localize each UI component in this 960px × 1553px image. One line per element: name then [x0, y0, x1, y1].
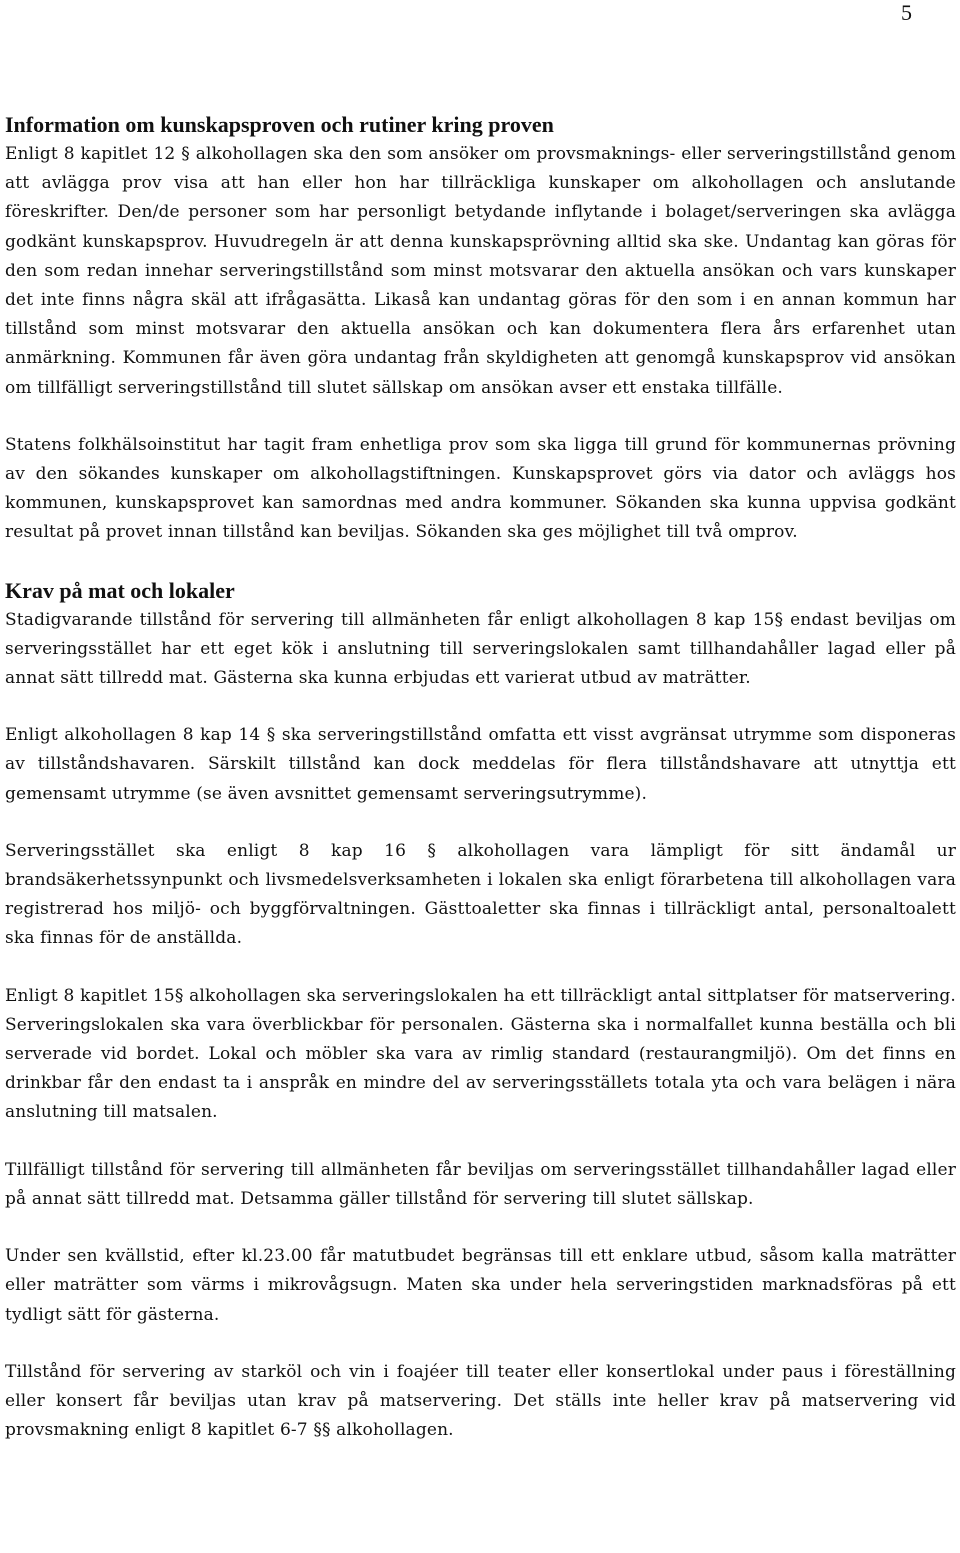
- paragraph: Statens folkhälsoinstitut har tagit fram enhetliga prov som ska ligga till grund för kommunernas prövning av den sökandes kunskaper om alkohollagstiftningen. Kunskapsprovet görs via dator och avläggs hos kommunen, kunskapsprovet kan samordnas med andra kommuner. Sökanden ska kunna uppvisa godkänt resultat på provet innan tillstånd kan beviljas. Sökanden ska ges möjlighet till två omprov.: [5, 434, 956, 543]
- page-number: 5: [901, 0, 912, 25]
- paragraph: Enligt 8 kapitlet 12 § alkohollagen ska den som ansöker om provsmaknings- eller serveringstillstånd genom att avlägga prov visa att han eller hon har tillräckliga kunskaper om alkohollagen och anslutande föreskrifter. Den/de personer som har personligt betydande inflytande i bolaget/serveringen ska avlägga godkänt kunskapsprov. Huvudregeln är att denna kunskapsprövning alltid ska ske. Undantag kan göras för den som redan innehar serveringstillstånd som minst motsvarar den aktuella ansökan och vars kunskaper det inte finns några skäl att ifrågasätta. Likaså kan undantag göras för den som i en annan kommun har tillstånd som minst motsvarar den aktuella ansökan och kan dokumentera flera års erfarenhet utan anmärkning. Kommunen får även göra undantag från skyldigheten att genomgå kunskapsprov vid ansökan om tillfälligt serveringstillstånd till slutet sällskap om ansökan avser ett enstaka tillfälle.: [5, 144, 956, 398]
- paragraph: Enligt alkohollagen 8 kap 14 § ska serveringstillstånd omfatta ett visst avgränsat utrymme som disponeras av tillståndshavaren. Särskilt tillstånd kan dock meddelas för flera tillståndshavare att utnyttja ett gemensamt utrymme (se även avsnittet gemensamt serveringsutrymme).: [5, 725, 956, 804]
- paragraph: Stadigvarande tillstånd för servering till allmänheten får enligt alkohollagen 8 kap 15§ endast beviljas om serveringsstället har ett eget kök i anslutning till serveringslokalen samt tillhandahåller lagad eller på annat sätt tillredd mat. Gästerna ska kunna erbjudas ett varierat utbud av maträtter.: [5, 609, 956, 689]
- paragraph: Under sen kvällstid, efter kl.23.00 får matutbudet begränsas till ett enklare utbud, såsom kalla maträtter eller maträtter som värms i mikrovågsugn. Maten ska under hela serveringstiden marknadsföras på ett tydligt sätt för gästerna.: [5, 1246, 956, 1325]
- paragraph: Enligt 8 kapitlet 15§ alkohollagen ska serveringslokalen ha ett tillräckligt antal sittplatser för matservering. Serveringslokalen ska vara överblickbar för personalen. Gästerna ska i normalfallet kunna beställa och bli serverade vid bordet. Lokal och möbler ska vara av rimlig standard (restaurangmiljö). Om det finns en drinkbar får den endast ta i anspråk en mindre del av serveringsställets totala yta och vara belägen i nära anslutning till matsalen.: [5, 985, 956, 1123]
- paragraph: Serveringsstället ska enligt 8 kap 16 § alkohollagen vara lämpligt för sitt ändamål ur brandsäkerhetssynpunkt och livsmedelsverksamheten i lokalen ska enligt förarbetena till alkohollagen vara registrerad hos miljö- och byggförvaltningen. Gästtoaletter ska finnas i tillräckligt antal, personaltoalett ska finnas för de anställda.: [5, 840, 956, 949]
- section-heading-kunskapsprov: Information om kunskapsproven och rutiner kring proven: [5, 112, 554, 137]
- paragraph: Tillfälligt tillstånd för servering till allmänheten får beviljas om serveringsstället tillhandahåller lagad eller på annat sätt tillredd mat. Detsamma gäller tillstånd för servering till slutet sällskap.: [5, 1159, 956, 1209]
- document-body: [5, 110, 956, 1473]
- paragraph: Tillstånd för servering av starköl och vin i foajéer till teater eller konsertlokal under paus i föreställning eller konsert får beviljas utan krav på matservering. Det ställs inte heller krav på matservering vid provsmakning enligt 8 kapitlet 6-7 §§ alkohollagen.: [5, 1361, 956, 1441]
- section-heading-mat-och-lokaler: Krav på mat och lokaler: [5, 577, 235, 603]
